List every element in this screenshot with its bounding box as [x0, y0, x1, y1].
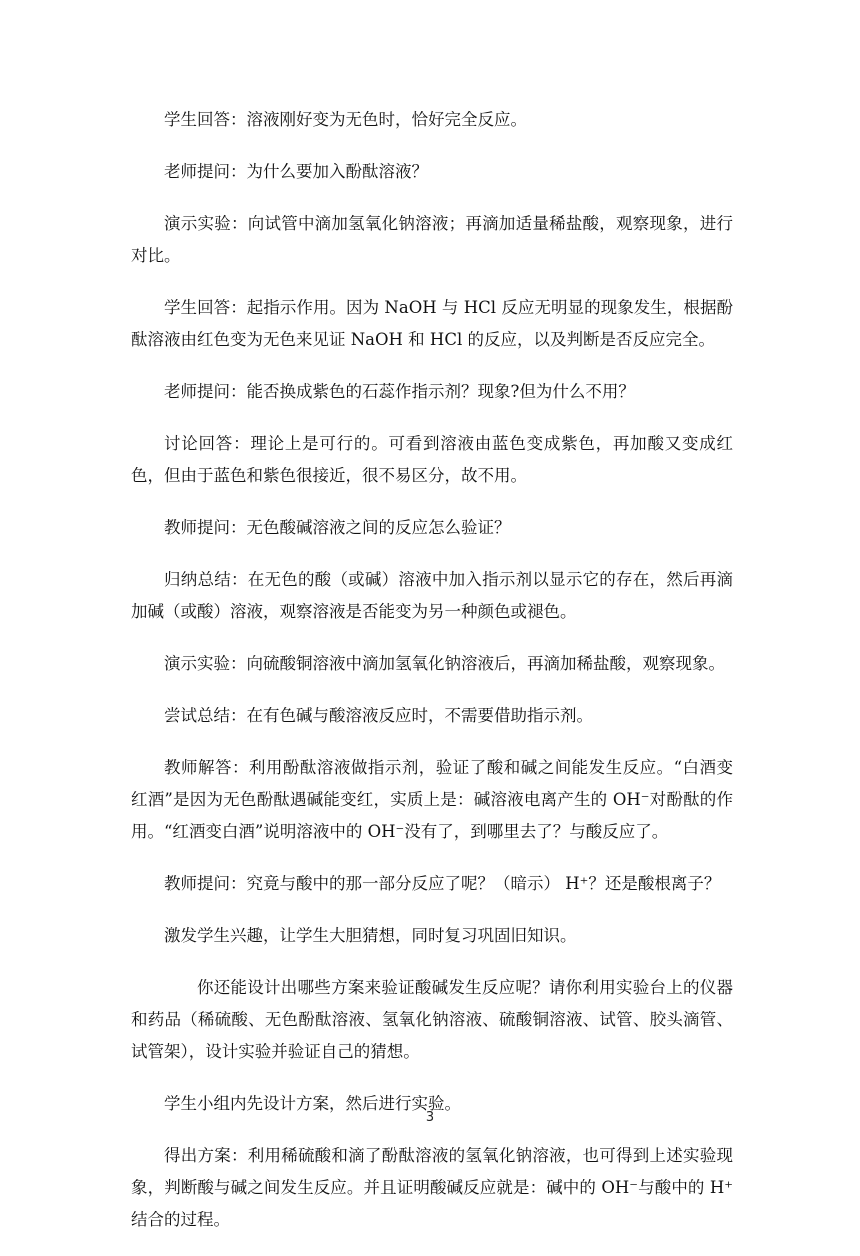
paragraph-teacher-question-2: 老师提问：能否换成紫色的石蕊作指示剂？现象?但为什么不用？	[164, 382, 635, 401]
paragraph-student-answer-2: 学生回答：起指示作用。因为 NaOH 与 HCl 反应无明显的现象发生，根据酚酞溶液由红色变为无色来见证 NaOH 和 HCl 的反应，以及判断是否反应完全。	[131, 298, 733, 349]
paragraph-summary-2: 尝试总结：在有色碱与酸溶液反应时，不需要借助指示剂。	[164, 706, 593, 725]
paragraph-group-work: 学生小组内先设计方案，然后进行实验。	[164, 1094, 461, 1113]
paragraph-demo-experiment-2: 演示实验：向硫酸铜溶液中滴加氢氧化钠溶液后，再滴加稀盐酸，观察现象。	[164, 654, 725, 673]
paragraph-student-answer-1: 学生回答：溶液刚好变为无色时，恰好完全反应。	[164, 110, 527, 129]
paragraph-teacher-question-3: 教师提问：无色酸碱溶液之间的反应怎么验证？	[164, 518, 511, 537]
paragraph-summary-1: 归纳总结：在无色的酸（或碱）溶液中加入指示剂以显示它的存在，然后再滴加碱（或酸）溶液，观察溶液是否能变为另一种颜色或褪色。	[131, 570, 733, 621]
paragraph-demo-experiment-1: 演示实验：向试管中滴加氢氧化钠溶液；再滴加适量稀盐酸，观察现象，进行对比。	[131, 214, 733, 265]
paragraph-teacher-question-4: 教师提问：究竟与酸中的那一部分反应了呢？（暗示） H⁺？还是酸根离子？	[164, 874, 721, 893]
paragraph-teacher-answer: 教师解答：利用酚酞溶液做指示剂，验证了酸和碱之间能发生反应。“白酒变红酒”是因为无色酚酞遇碱能变红，实质上是：碱溶液电离产生的 OH⁻对酚酞的作用。“红酒变白酒”说明溶液中的 OH⁻没有了，到哪里去了？与酸反应了。	[131, 758, 733, 841]
paragraph-conclusion: 得出方案：利用稀硫酸和滴了酚酞溶液的氢氧化钠溶液，也可得到上述实验现象，判断酸与碱之间发生反应。并且证明酸碱反应就是：碱中的 OH⁻与酸中的 H⁺结合的过程。	[131, 1146, 733, 1229]
paragraph-discussion-answer: 讨论回答：理论上是可行的。可看到溶液由蓝色变成紫色，再加酸又变成红色，但由于蓝色和紫色很接近，很不易区分，故不用。	[131, 434, 733, 485]
paragraph-motivation: 激发学生兴趣，让学生大胆猜想，同时复习巩固旧知识。	[164, 926, 577, 945]
page-body	[131, 104, 733, 1256]
paragraph-teacher-question-1: 老师提问：为什么要加入酚酞溶液？	[164, 162, 428, 181]
page-number: 3	[425, 1110, 435, 1125]
paragraph-design-question: 你还能设计出哪些方案来验证酸碱发生反应呢？请你利用实验台上的仪器和药品（稀硫酸、无色酚酞溶液、氢氧化钠溶液、硫酸铜溶液、试管、胶头滴管、试管架），设计实验并验证自己的猜想。	[131, 978, 733, 1061]
